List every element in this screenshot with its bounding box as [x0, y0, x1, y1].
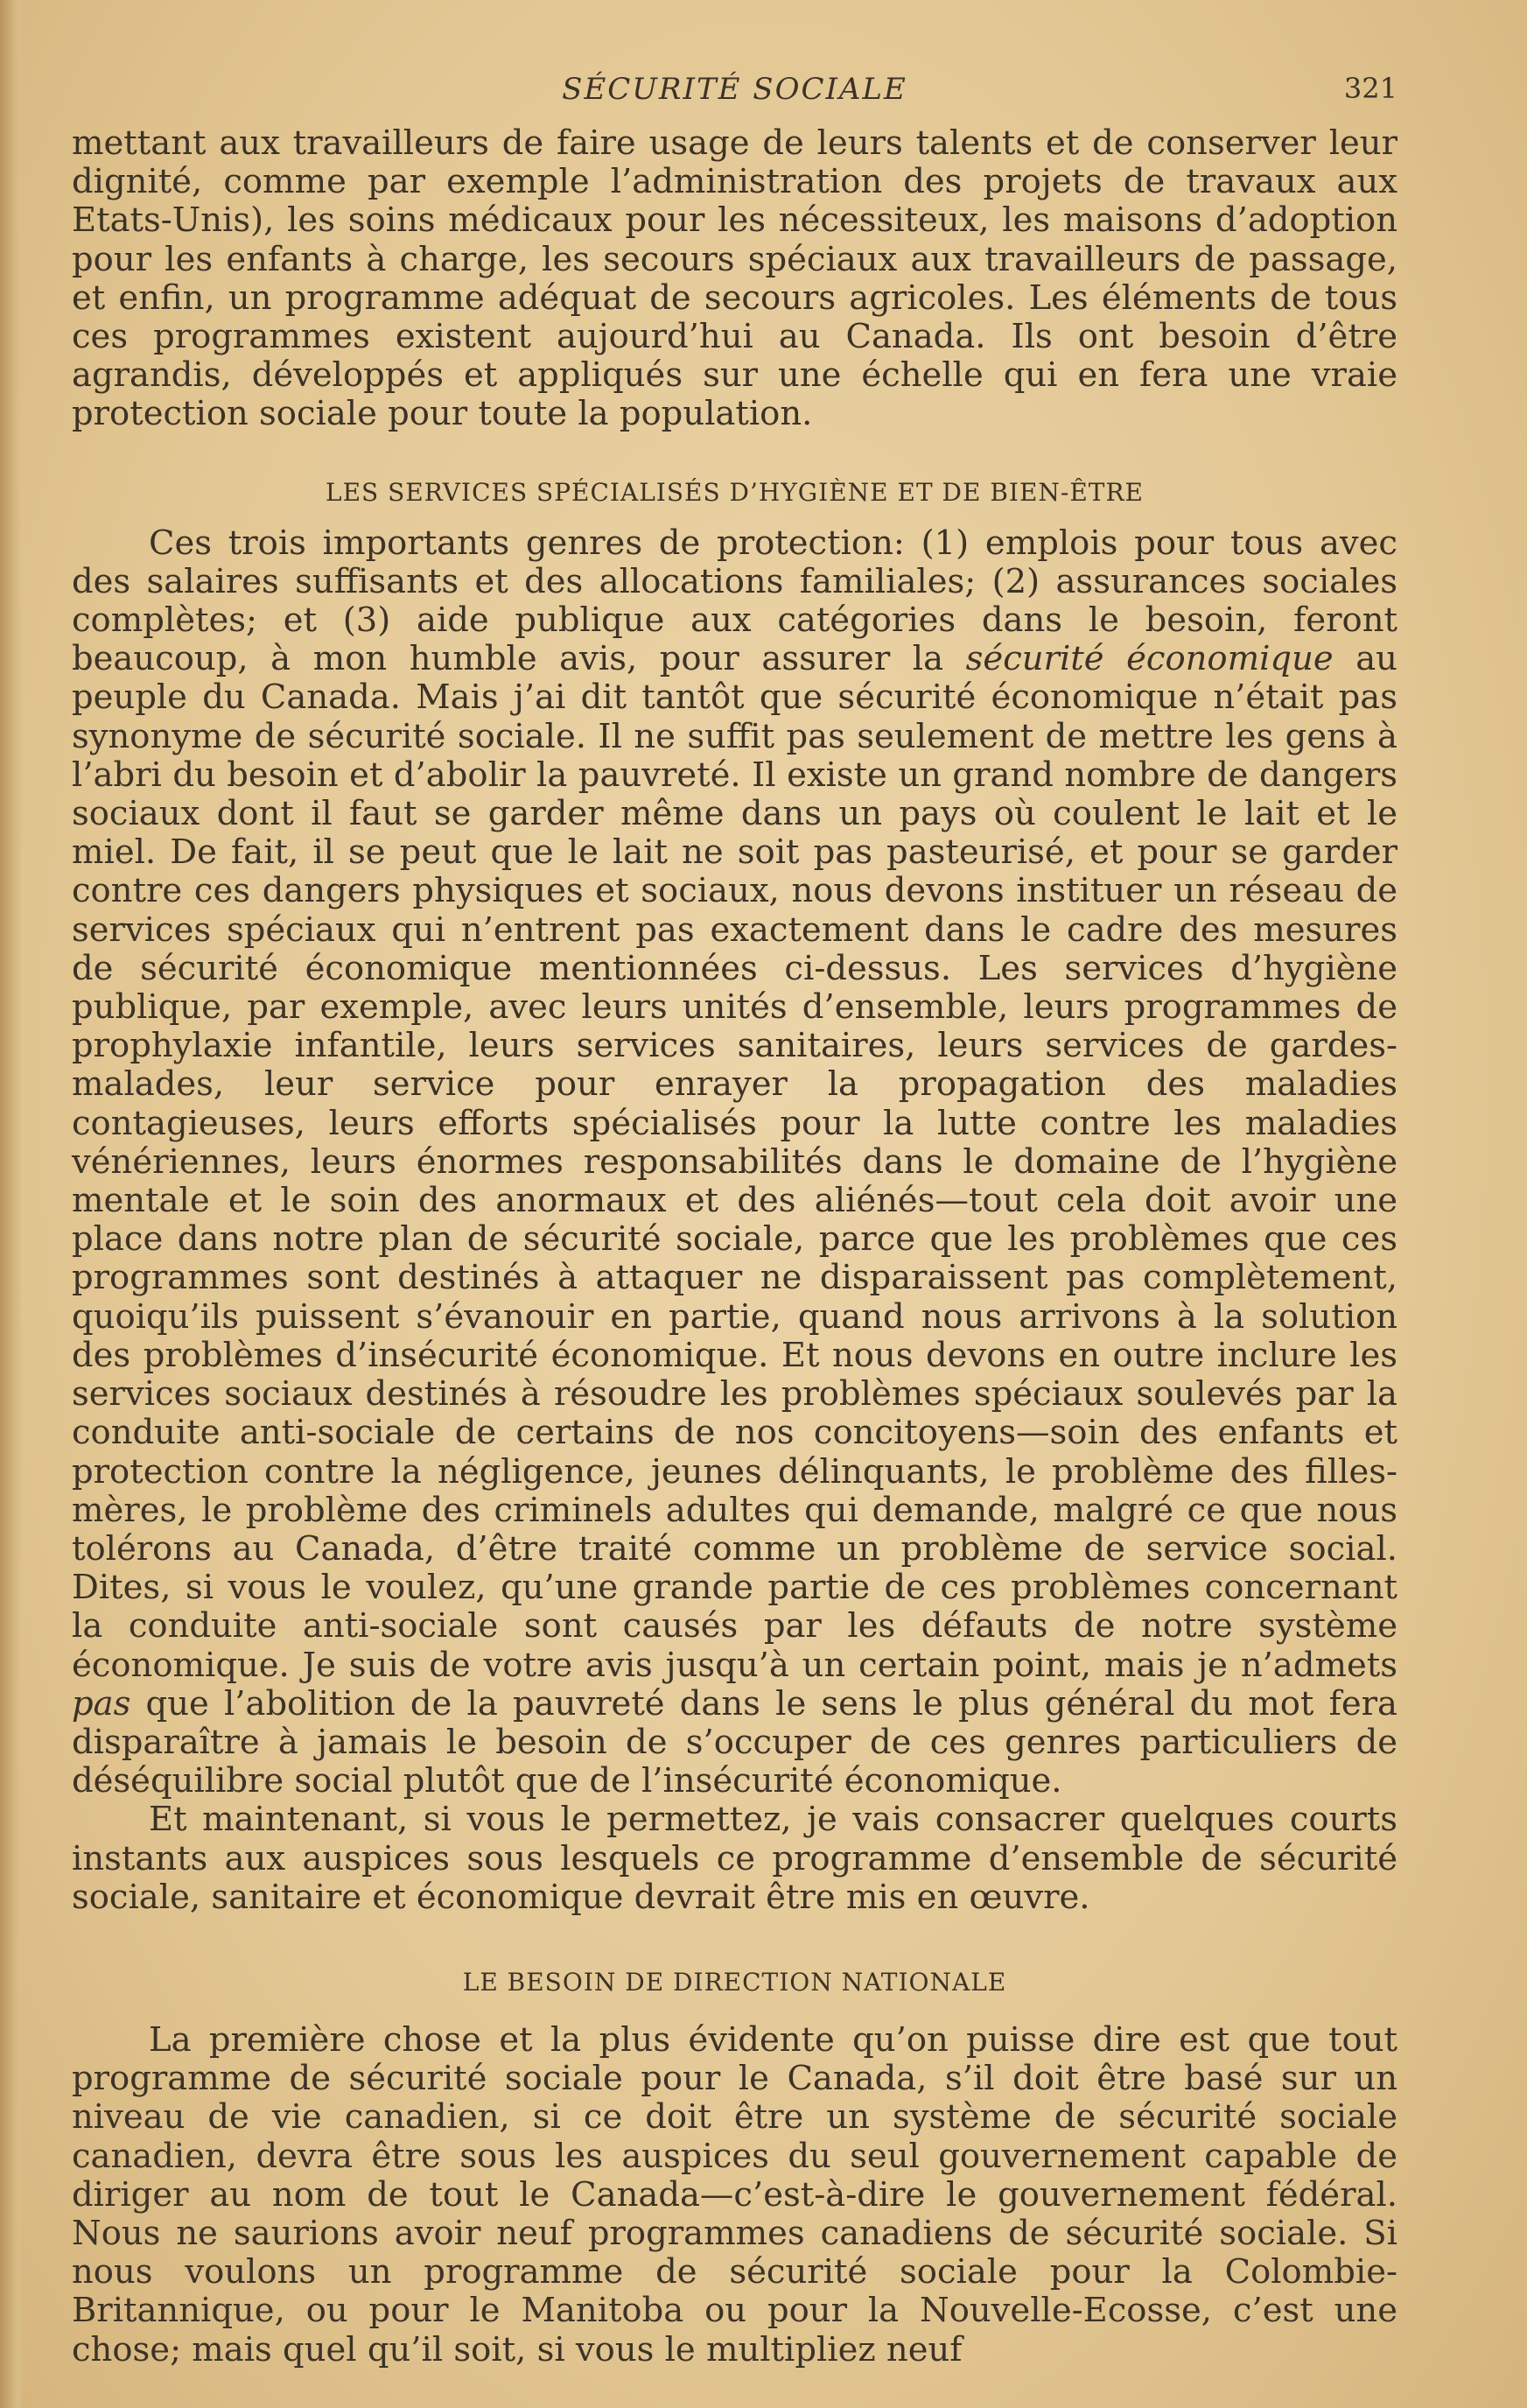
page-number: 321 — [1343, 72, 1397, 105]
page-binding-edge — [0, 0, 23, 2408]
running-title: SÉCURITÉ SOCIALE — [562, 72, 907, 107]
paragraph-auspices: Et maintenant, si vous le permettez, je vais consacrer quelques courts instants aux auspices sous lesquels ce programme d’ensemble de sécurité sociale, sanitaire et économique devrait être mis en œuvre. — [72, 1800, 1397, 1917]
paragraph-national: La première chose et la plus évidente qu’on puisse dire est que tout programme de sécurité sociale pour le Canada, s’il doit être basé sur un niveau de vie canadien, si ce doit être un système de sécurité sociale canadien, devra être sous les auspices du seul gouvernement capable de diriger au nom de tout le Canada—c’est-à-dire le gouvernement fédéral. Nous ne saurions avoir neuf programmes canadiens de sécurité sociale. Si nous voulons un programme de sécurité sociale pour la Colombie-Britannique, ou pour le Manitoba ou pour la Nouvelle-Ecosse, c’est une chose; mais quel qu’il soit, si vous le multipliez neuf — [72, 2019, 1397, 2369]
paragraph-text: Ces trois importants genres de protection: (1) emplois pour tous avec des salaires suffisants et des allocations familiales; (2) assurances sociales complètes; et (3) aide publique aux catégories dans le besoin, feront beaucoup, à mon humble avis, pour assurer la — [72, 523, 1397, 679]
paragraph-protection — [72, 524, 1397, 1801]
emphasis-text: sécurité économique — [965, 639, 1334, 679]
section-heading-direction: LE BESOIN DE DIRECTION NATIONALE — [462, 1967, 1007, 1997]
section-heading-hygiene: LES SERVICES SPÉCIALISÉS D’HYGIÈNE ET DE BIEN-ÊTRE — [325, 477, 1144, 507]
emphasis-text: pas — [72, 1683, 131, 1724]
paragraph-text: au peuple du Canada. Mais j’ai dit tantôt que sécurité économique n’était pas synonyme de sécurité sociale. Il ne suffit pas seulement de mettre les gens à l’abri du besoin et d’abolir la pauvreté. Il existe un grand nombre de dangers sociaux dont il faut se garder même dans un pays où coulent le lait et le miel. De fait, il se peut que le lait ne soit pas pasteurisé, et pour se garder contre ces dangers physiques et sociaux, nous devons instituer un réseau de services spéciaux qui n’entrent pas exactement dans le cadre des mesures de sécurité économique mentionnées ci-dessus. Les services d’hygiène publique, par exemple, avec leurs unités d’ensemble, leurs programmes de prophylaxie infantile, leurs services sanitaires, leurs services de gardes-malades, leur service pour enrayer la propagation des maladies contagieuses, leurs efforts spécialisés pour la lutte contre les maladies vénériennes, leurs énormes responsabilités dans le domaine de l’hygiène mentale et le soin des anormaux et des aliénés—tout cela doit avoir une place dans notre plan de sécurité sociale, parce que les problèmes que ces programmes sont destinés à attaquer ne disparaissent pas complètement, quoiqu’ils puissent s’évanouir en partie, quand nous arrivons à la solution des problèmes d’insécurité économique. Et nous devons en outre inclure les services sociaux destinés à résoudre les problèmes spéciaux soulevés par la conduite anti-sociale de certains de nos concitoyens—soin des enfants et protection contre la négligence, jeunes délinquants, le problème des filles-mères, le problème des criminels adultes qui demande, malgré ce que nous tolérons au Canada, d’être traité comme un problème de service social. Dites, si vous le voulez, qu’une grande partie de ces problèmes concernant la conduite anti-sociale sont causés par les défauts de notre système économique. Je suis de votre avis jusqu’à un certain point, mais je n’admets — [72, 639, 1397, 1685]
running-head — [72, 72, 1397, 124]
book-page — [72, 72, 1397, 2369]
paragraph-continued: mettant aux travailleurs de faire usage de leurs talents et de conserver leur dignité, comme par exemple l’administration des projets de travaux aux Etats-Unis), les soins médicaux pour les nécessiteux, les maisons d’adoption pour les enfants à charge, les secours spéciaux aux travailleurs de passage, et enfin, un programme adéquat de secours agricoles. Les éléments de tous ces programmes existent aujourd’hui au Canada. Ils ont besoin d’être agrandis, développés et appliqués sur une échelle qui en fera une vraie protection sociale pour toute la population. — [72, 123, 1397, 434]
paragraph-text: que l’abolition de la pauvreté dans le sens le plus général du mot fera disparaître à jamais le besoin de s’occuper de ces genres particuliers de déséquilibre social plutôt que de l’insécurité économique. — [72, 1683, 1397, 1801]
